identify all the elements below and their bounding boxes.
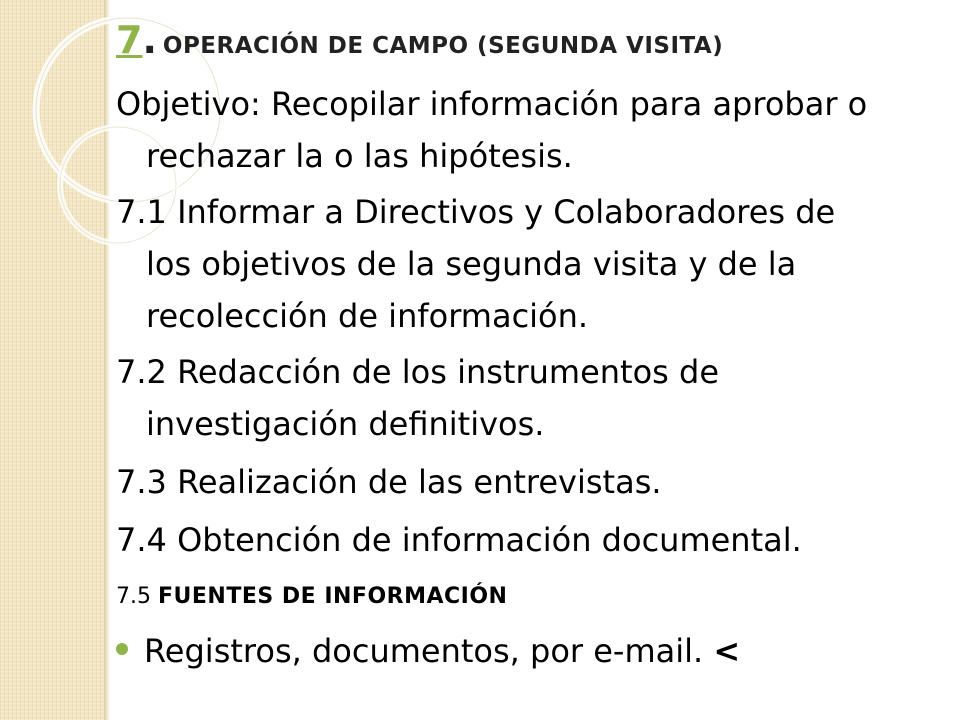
- paragraph-line: 7.1 Informar a Directivos y Colaboradores de: [116, 193, 836, 231]
- subheading-text: FUENTES DE INFORMACIÓN: [158, 584, 508, 609]
- title-number: 7: [116, 18, 143, 62]
- paragraph-line: los objetivos de la segunda visita y de la: [146, 245, 797, 283]
- paragraph-line: investigación definitivos.: [146, 405, 545, 443]
- subheading-7-5: [116, 584, 507, 609]
- paragraph-line: recolección de información.: [146, 297, 589, 335]
- bullet-text: Registros, documentos, por e-mail.: [144, 632, 704, 670]
- title-dot: .: [142, 18, 157, 62]
- objective-paragraph: [116, 78, 946, 182]
- item-7-4-paragraph: [116, 514, 946, 566]
- bullet-dot-icon: [116, 643, 128, 655]
- slide-title: [116, 18, 723, 62]
- bullet-item: [116, 632, 740, 670]
- paragraph-line: 7.3 Realización de las entrevistas.: [116, 463, 662, 501]
- item-7-1-paragraph: [116, 186, 946, 342]
- subheading-number: 7.5: [116, 584, 151, 609]
- paragraph-line: 7.4 Obtención de información documental.: [116, 521, 802, 559]
- paragraph-line: Objetivo: Recopilar información para aprobar o: [116, 85, 868, 123]
- paragraph-line: 7.2 Redacción de los instrumentos de: [116, 353, 719, 391]
- item-7-3-paragraph: [116, 456, 946, 508]
- item-7-2-paragraph: [116, 346, 946, 450]
- paragraph-line: rechazar la o las hipótesis.: [146, 137, 573, 175]
- title-text: OPERACIÓN DE CAMPO (SEGUNDA VISITA): [162, 33, 724, 59]
- bullet-symbol: <: [713, 632, 741, 670]
